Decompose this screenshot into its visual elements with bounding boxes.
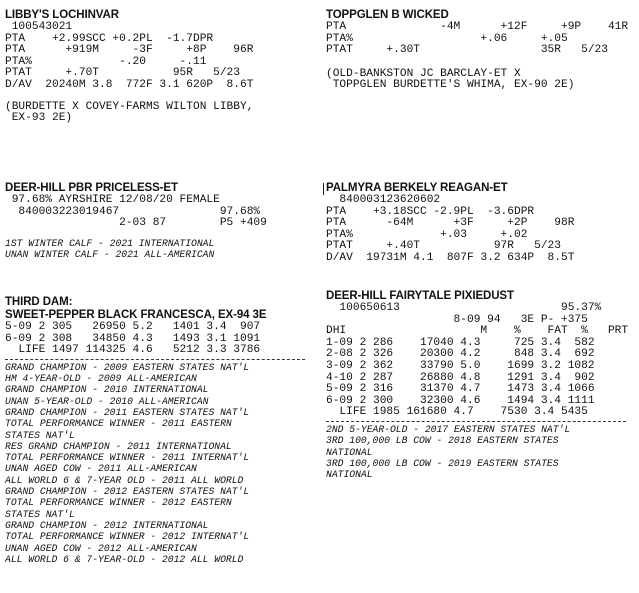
dashed-divider <box>5 359 305 360</box>
pixiedust-awards <box>326 424 628 480</box>
award-item: TOTAL PERFORMANCE WINNER - 2011 EASTERN <box>5 418 232 430</box>
animal-deerhill-pbr-priceless <box>5 182 267 260</box>
pixiedust-record-row: 5-09 2 316 31370 4.7 1473 3.4 1066 <box>326 383 595 396</box>
third-dam-line-2: LIFE 1497 114325 4.6 5212 3.3 3786 <box>5 344 261 357</box>
palmyra-line-2: PTA -64M +3F +2P 98R <box>326 217 575 230</box>
award-item: ALL WORLD 6 & 7-YEAR-OLD - 2012 ALL WORLD <box>5 553 244 565</box>
award-item: GRAND CHAMPION - 2009 EASTERN STATES NAT'L <box>5 361 250 373</box>
award-item: GRAND CHAMPION - 2012 INTERNATIONAL <box>5 519 209 531</box>
libby-line-3: PTA% -.20 -.11 <box>5 55 207 68</box>
animal-name: TOPPGLEN B WICKED <box>326 9 449 21</box>
award-item: UNAN AGED COW - 2012 ALL-AMERICAN <box>5 542 197 554</box>
third-dam-awards <box>5 362 305 565</box>
third-dam-section <box>5 296 305 565</box>
award-item: STATES NAT'L <box>5 429 75 441</box>
palmyra-line-0: 840003123620602 <box>326 194 441 206</box>
libby-line-2: PTA +919M -3F +8P 96R <box>5 44 254 57</box>
palmyra-line-5: D/AV 19731M 4.1 807F 3.2 634P 8.5T <box>326 251 575 264</box>
toppglen-pedigree: (OLD-BANKSTON JC BARCLAY-ET X TOPPGLEN BURDETTE'S WHIMA, EX-90 2E) <box>326 67 575 92</box>
award-item: NATIONAL <box>326 446 373 458</box>
animal-name: DEER-HILL FAIRYTALE PIXIEDUST <box>326 290 514 302</box>
award-item: STATES NAT'L <box>5 508 75 520</box>
pbr-award-1: UNAN WINTER CALF - 2021 ALL-AMERICAN <box>5 249 215 261</box>
pixiedust-record-row: 4-10 2 287 26880 4.8 1291 3.4 902 <box>326 371 595 384</box>
palmyra-line-3: PTA% +.03 +.02 <box>326 228 528 241</box>
sire-libbys-lochinvar <box>5 9 253 125</box>
third-dam-line-0: 5-09 2 305 26950 5.2 1401 3.4 907 <box>5 321 261 333</box>
libby-line-1: PTA +2.99SCC +0.2PL -1.7DPR <box>5 32 214 45</box>
animal-name: PALMYRA BERKELY REAGAN-ET <box>326 182 508 194</box>
award-item: UNAN AGED COW - 2011 ALL-AMERICAN <box>5 463 197 475</box>
pbr-award-0: 1ST WINTER CALF - 2021 INTERNATIONAL <box>5 237 215 249</box>
pixiedust-record-row: 1-09 2 286 17040 4.3 725 3.4 582 <box>326 336 595 349</box>
animal-name: DEER-HILL PBR PRICELESS-ET <box>5 182 178 194</box>
pixiedust-line-1: 8-09 94 3E P- +375 <box>326 313 588 326</box>
pixiedust-record-row: 6-09 2 300 32300 4.6 1494 3.4 1111 <box>326 394 595 407</box>
award-item: 3RD 100,000 LB COW - 2018 EASTERN STATES <box>326 435 559 447</box>
award-item: NATIONAL <box>326 469 373 481</box>
pbr-line-0: 97.68% AYRSHIRE 12/08/20 FEMALE <box>5 194 220 206</box>
award-item: GRAND CHAMPION - 2010 INTERNATIONAL <box>5 384 209 396</box>
award-item: TOTAL PERFORMANCE WINNER - 2012 EASTERN <box>5 497 232 509</box>
toppglen-line-2: PTAT +.30T 35R 5/23 <box>326 44 608 57</box>
award-item: TOTAL PERFORMANCE WINNER - 2012 INTERNAT'L <box>5 531 250 543</box>
toppglen-line-1: PTA% +.06 +.05 <box>326 32 568 45</box>
palmyra-line-1: PTA +3.18SCC -2.9PL -3.6DPR <box>326 205 535 218</box>
palmyra-line-4: PTAT +.40T 97R 5/23 <box>326 240 561 253</box>
third-dam-heading: THIRD DAM: <box>5 296 73 308</box>
award-item: GRAND CHAMPION - 2011 EASTERN STATES NAT'L <box>5 406 250 418</box>
section-marker-bar <box>323 183 324 195</box>
award-item: GRAND CHAMPION - 2012 EASTERN STATES NAT'L <box>5 486 250 498</box>
award-item: RES GRAND CHAMPION - 2011 INTERNATIONAL <box>5 440 232 452</box>
award-item: TOTAL PERFORMANCE WINNER - 2011 INTERNAT'L <box>5 452 250 464</box>
award-item: UNAN 5-YEAR-OLD - 2010 ALL-AMERICAN <box>5 395 209 407</box>
libby-line-4: PTAT +.70T 95R 5/23 <box>5 67 240 80</box>
pbr-line-2: 2-03 87 P5 +409 <box>5 217 267 230</box>
award-item: 3RD 100,000 LB COW - 2019 EASTERN STATES <box>326 457 559 469</box>
pixiedust-line-0: 100650613 95.37% <box>326 302 602 314</box>
pixiedust-life-row: LIFE 1985 161680 4.7 7530 3.4 5435 <box>326 406 588 419</box>
toppglen-line-0: PTA -4M +12F +9P 41R <box>326 21 629 33</box>
award-item: ALL WORLD 6 & 7-YEAR OLD - 2011 ALL WORLD <box>5 474 244 486</box>
animal-name: SWEET-PEPPER BLACK FRANCESCA, EX-94 3E <box>5 309 267 321</box>
award-item: HM 4-YEAR-OLD - 2009 ALL-AMERICAN <box>5 373 197 385</box>
libby-line-0: 100543021 <box>5 21 73 33</box>
pixiedust-header-row: DHI M % FAT % PRT <box>326 325 629 338</box>
dam-deerhill-fairytale-pixiedust <box>326 290 628 480</box>
sire-palmyra-berkely-reagan <box>326 182 574 265</box>
libby-pedigree: (BURDETTE X COVEY-FARMS WILTON LIBBY, EX-93 2E) <box>5 100 254 125</box>
third-dam-line-1: 6-09 2 308 34850 4.3 1493 3.1 1091 <box>5 332 261 345</box>
sire-toppglen-b-wicked <box>326 9 628 92</box>
pixiedust-record-row: 3-09 2 362 33790 5.0 1699 3.2 1082 <box>326 359 595 372</box>
animal-name: LIBBY'S LOCHINVAR <box>5 9 119 21</box>
pixiedust-record-row: 2-08 2 326 20300 4.2 848 3.4 692 <box>326 348 595 361</box>
pbr-line-1: 840003223019467 97.68% <box>5 205 261 218</box>
award-item: 2ND 5-YEAR-OLD - 2017 EASTERN STATES NAT'L <box>326 423 571 435</box>
libby-line-5: D/AV 20240M 3.8 772F 3.1 620P 8.6T <box>5 78 254 91</box>
dashed-divider <box>326 421 626 422</box>
